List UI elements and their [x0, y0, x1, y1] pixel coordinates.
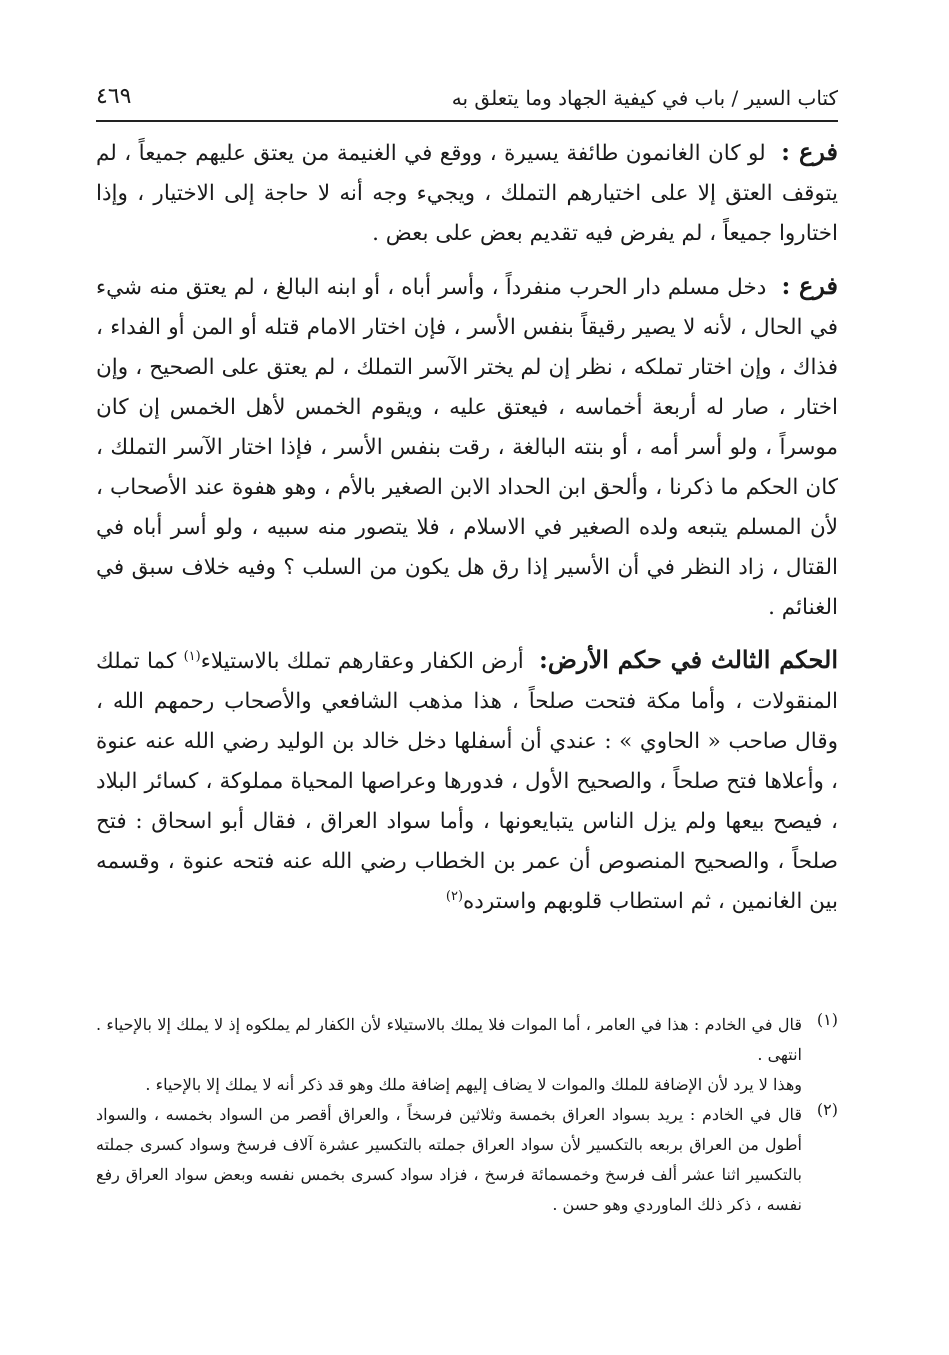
paragraph-lead: الحكم الثالث في حكم الأرض: — [539, 645, 838, 674]
footnote-number: (٢) — [816, 1100, 838, 1119]
footnote-1-continuation — [96, 1070, 838, 1100]
footnote-text: قال في الخادم : يريد بسواد العراق بخمسة وثلاثين فرسخاً ، والعراق أقصر من السواد بخمسه ، والسواد أطول من العراق بربعه بالتكسير لأن سواد العراق جملته بالتكسير عشرة آلاف فرسخ وسواد كسرى جملته بالتكسير اثنا عشر ألف فرسخ وخمسمائة فرسخ ، فزاد سواد كسرى بخمس نفسه وبعض سواد العراق رفع نفسه ، ذكر ذلك الماوردي وهو حسن . — [96, 1105, 802, 1214]
paragraph-text: لو كان الغانمون طائفة يسيرة ، ووقع في الغنيمة من يعتق عليهم جميعاً ، لم يتوقف العتق إلا على اختيارهم التملك ، ويجيء وجه أنه لا حاجة إلى الاختيار ، وإذا اختاروا جميعاً ، لم يفرض فيه تقديم بعض على بعض . — [96, 141, 838, 246]
footnote-ref-2[interactable]: (٢) — [445, 888, 464, 904]
paragraph-text: دخل مسلم دار الحرب منفرداً ، وأسر أباه ، أو ابنه البالغ ، لم يعتق منه شيء في الحال ، لأنه لا يصير رقيقاً بنفس الأسر ، فإن اختار الامام قتله أو المن أو الفداء ، فذاك ، وإن اختار تملكه ، نظر إن لم يختر الآسر التملك ، لم يعتق على الصحيح ، وإن اختار ، صار له أربعة أخماسه ، فيعتق عليه ، ويقوم الخمس لأهل الخمس إن كان موسراً ، ولو أسر أمه ، أو بنته البالغة ، رقت بنفس الأسر ، فإذا اختار الآسر التملك ، كان الحكم ما ذكرنا ، وألحق ابن الحداد الابن الصغير بالأم ، وهو هفوة عند الأصحاب ، لأن المسلم يتبعه ولده الصغير في الاسلام ، فلا يتصور منه سبيه ، ولو أسر أباه في القتال ، زاد النظر في أن الأسير إذا رق هل يكون من السلب ؟ وفيه خلاف سبق في الغنائم . — [96, 275, 838, 620]
body-text — [96, 132, 838, 922]
footnote-text: وهذا لا يرد لأن الإضافة للملك والموات لا يضاف إليهم إضافة ملك وهو قد ذكر أنه لا يملك إلا بالإحياء . — [145, 1075, 802, 1094]
paragraph-text: كما تملك المنقولات ، وأما مكة فتحت صلحاً ، هذا مذهب الشافعي والأصحاب رحمهم الله ، وقال صاحب « الحاوي » : عندي أن أسفلها دخل خالد بن الوليد رضي الله عنه عنوة ، وأعلاها فتح صلحاً ، والصحيح الأول ، فدورها وعراصها المحياة مملوكة ، كسائر البلاد ، فيصح بيعها ولم يزل الناس يتبايعونها ، وأما سواد العراق ، فقال أبو اسحاق : فتح صلحاً ، والصحيح المنصوص أن عمر بن الخطاب رضي الله عنه فتحه عنوة ، وقسمه بين الغانمين ، ثم استطاب قلوبهم واسترده — [96, 649, 838, 914]
paragraph-1 — [96, 132, 838, 254]
paragraph-3 — [96, 640, 838, 922]
paragraph-text: أرض الكفار وعقارهم تملك بالاستيلاء — [200, 649, 524, 674]
footnote-ref-1[interactable]: (١) — [183, 648, 201, 664]
footnotes — [96, 1010, 838, 1220]
running-title: كتاب السير / باب في كيفية الجهاد وما يتعلق به — [451, 86, 838, 110]
header-rule — [96, 120, 838, 122]
footnote-number — [802, 1070, 838, 1100]
page — [96, 80, 838, 934]
page-number: ٤٦٩ — [96, 84, 132, 109]
page-header — [96, 80, 838, 120]
footnote-2 — [96, 1100, 838, 1220]
footnote-text: قال في الخادم : هذا في العامر ، أما الموات فلا يملك بالاستيلاء لأن الكفار لم يملكوه إذ لا يملك إلا بالإحياء . انتهى . — [96, 1015, 802, 1064]
paragraph-2 — [96, 266, 838, 628]
paragraph-lead: فرع : — [781, 137, 838, 166]
paragraph-lead: فرع : — [781, 271, 839, 300]
footnote-1 — [96, 1010, 838, 1070]
footnote-number: (١) — [816, 1010, 838, 1029]
